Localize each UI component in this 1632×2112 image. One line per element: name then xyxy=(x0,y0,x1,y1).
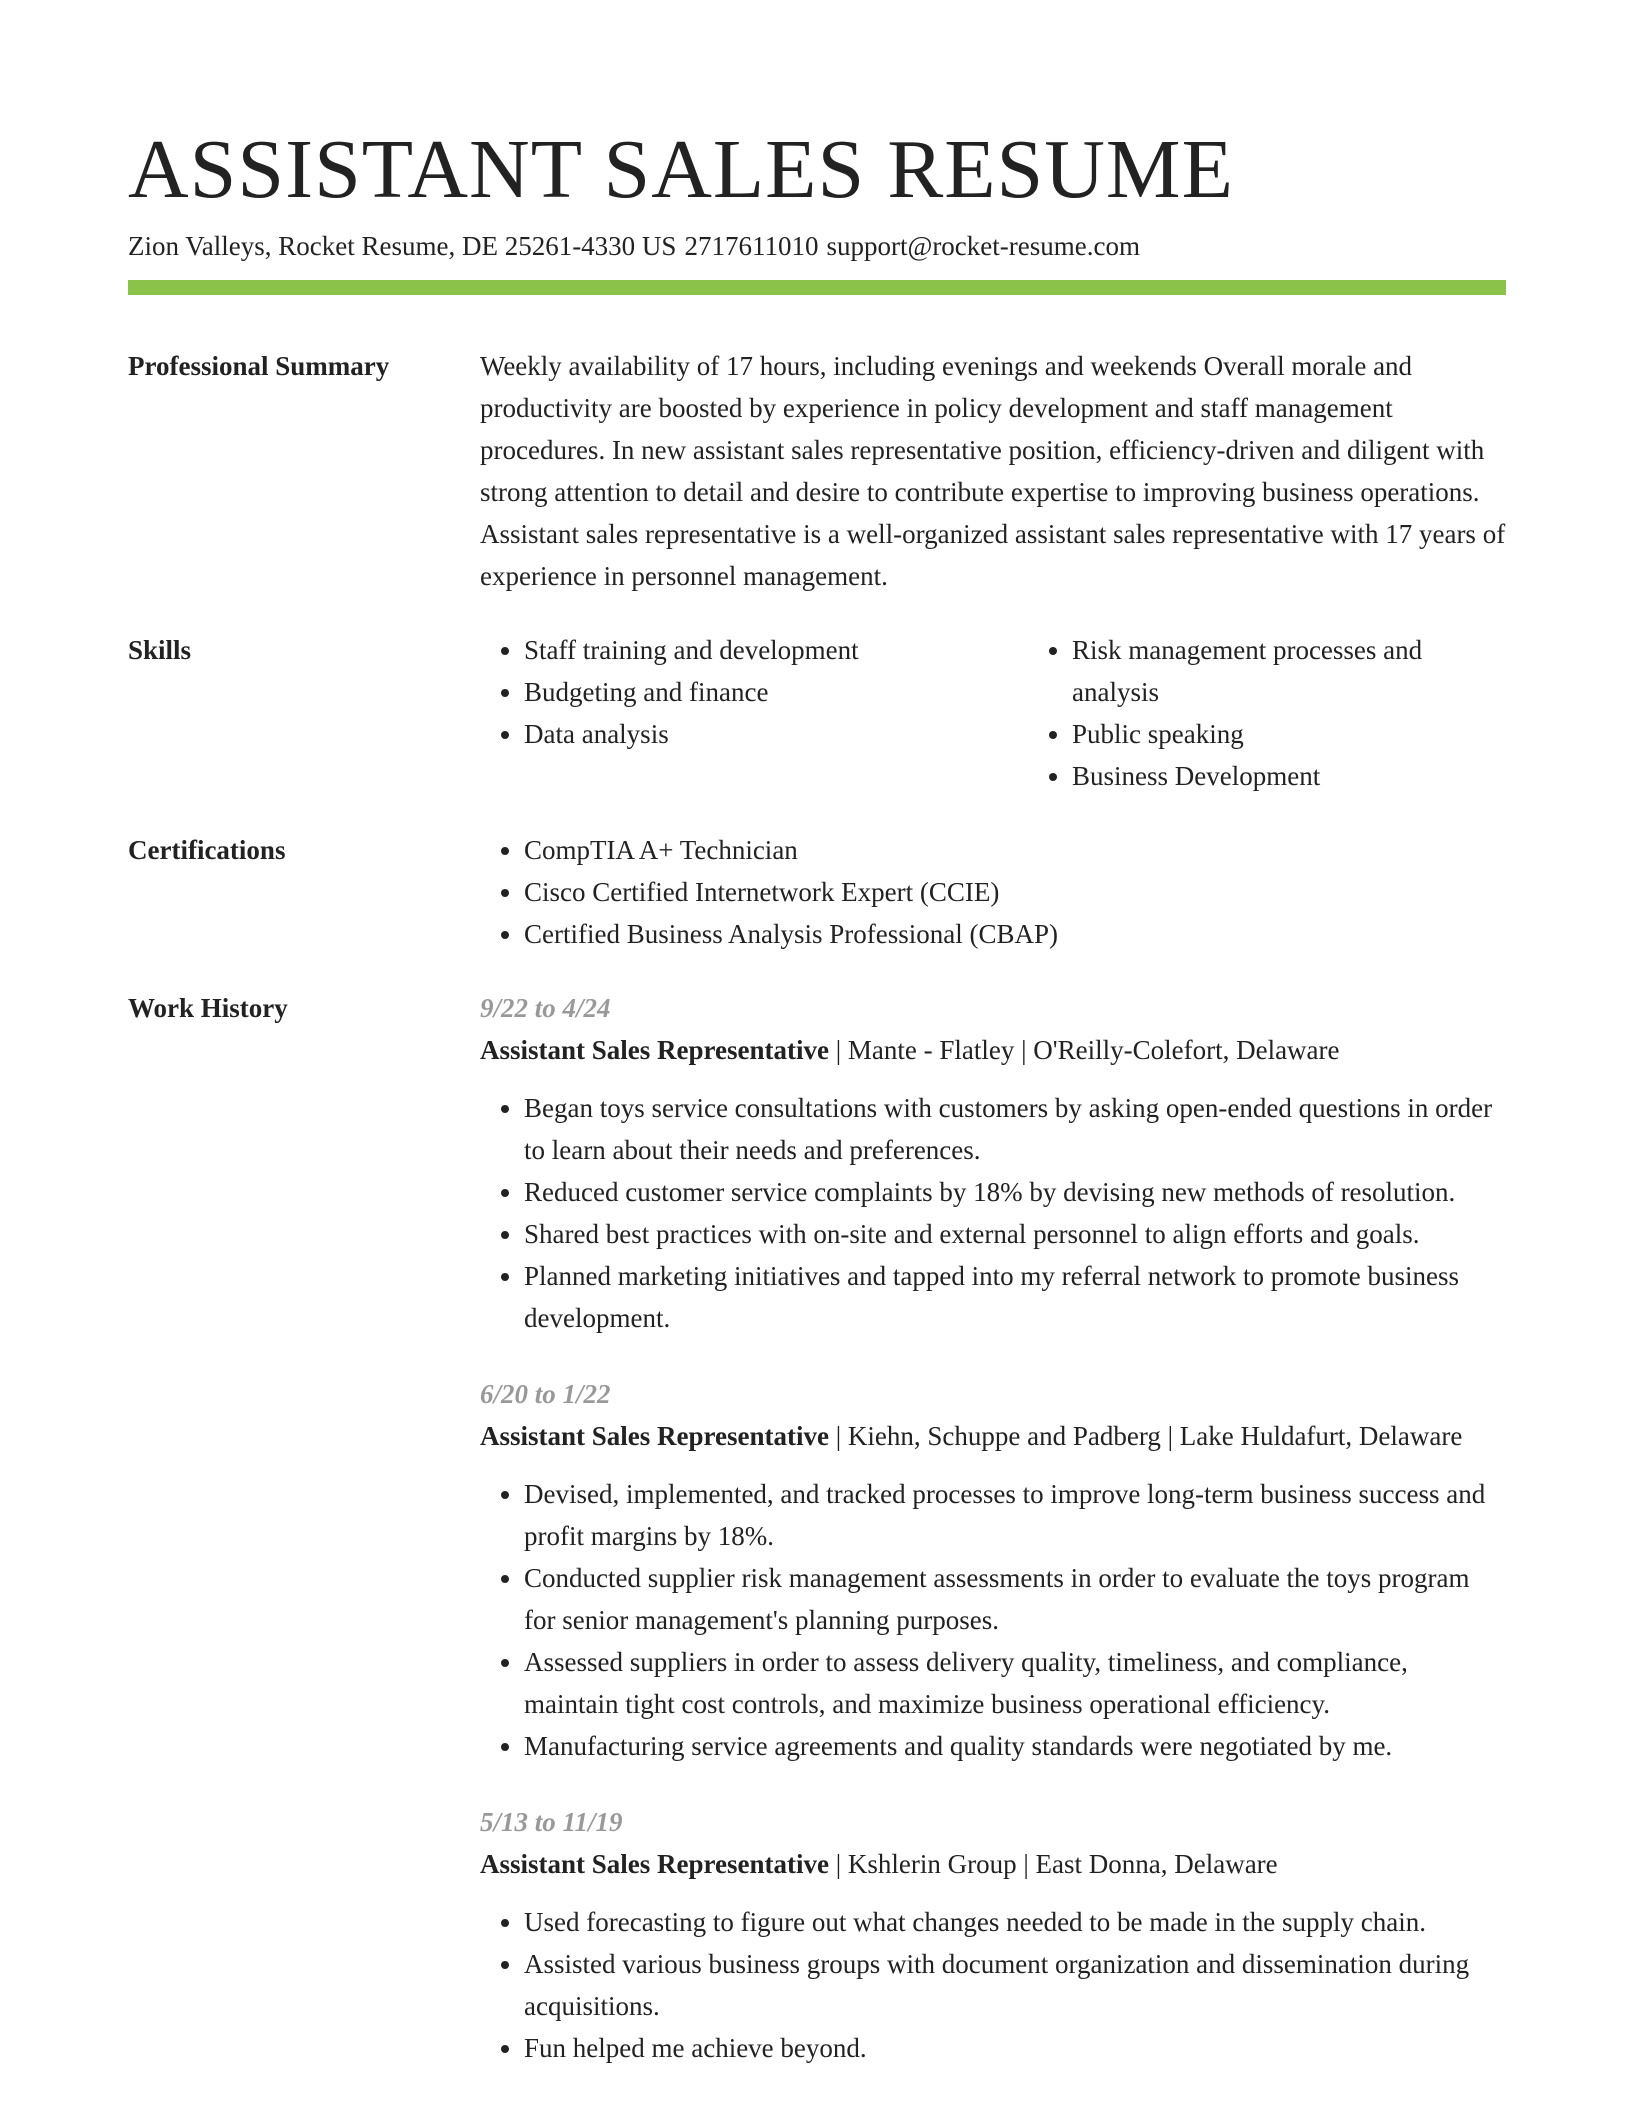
job-bullet: • Manufacturing service agreements and quality standards were negotiated by me. xyxy=(524,1725,1506,1767)
job-company-location: | Mante - Flatley | O'Reilly-Colefort, Delaware xyxy=(828,1035,1340,1065)
work-history-heading: Work History xyxy=(128,993,288,1023)
skill-item: • Data analysis xyxy=(524,713,1028,755)
skill-item: • Staff training and development xyxy=(524,629,1028,671)
job-bullets xyxy=(480,1087,1506,1339)
job-bullet: • Began toys service consultations with customers by asking open-ended questions in order to learn about their needs and preferences. xyxy=(524,1087,1506,1171)
accent-divider xyxy=(128,280,1506,295)
resume-page xyxy=(128,120,1506,2069)
resume-title: ASSISTANT SALES RESUME xyxy=(128,123,1234,216)
contact-phone: 2717611010 xyxy=(684,231,819,261)
job-bullet: • Assessed suppliers in order to assess delivery quality, timeliness, and compliance, maintain tight cost controls, and maximize business operational efficiency. xyxy=(524,1641,1506,1725)
job-company-location: | Kshlerin Group | East Donna, Delaware xyxy=(828,1849,1278,1879)
summary-section xyxy=(128,345,1506,597)
contact-address: Zion Valleys, Rocket Resume, DE 25261-4330 US xyxy=(128,231,677,261)
job-role: Assistant Sales Representative xyxy=(480,1421,829,1451)
skills-heading: Skills xyxy=(128,635,192,665)
job-title-line xyxy=(480,1843,1506,1885)
summary-heading: Professional Summary xyxy=(128,351,390,381)
skills-section xyxy=(128,629,1506,797)
job-entry xyxy=(480,1801,1506,2069)
work-history-body xyxy=(480,987,1506,2069)
job-bullet: • Planned marketing initiatives and tapped into my referral network to promote business development. xyxy=(524,1255,1506,1339)
job-bullet: • Conducted supplier risk management assessments in order to evaluate the toys program for senior management's planning purposes. xyxy=(524,1557,1506,1641)
skills-grid xyxy=(480,629,1506,797)
job-bullets xyxy=(480,1901,1506,2069)
work-history-section xyxy=(128,987,1506,2069)
certification-item: • Certified Business Analysis Professional (CBAP) xyxy=(524,913,1506,955)
job-bullet: • Devised, implemented, and tracked processes to improve long-term business success and profit margins by 18%. xyxy=(524,1473,1506,1557)
certifications-heading: Certifications xyxy=(128,835,286,865)
job-title-line xyxy=(480,1415,1506,1457)
skills-list-left xyxy=(480,629,1028,797)
certification-item: • CompTIA A+ Technician xyxy=(524,829,1506,871)
job-entry xyxy=(480,987,1506,1339)
skill-item: • Risk management processes and analysis xyxy=(1072,629,1506,713)
skills-list-right xyxy=(1028,629,1506,797)
job-dates: 5/13 to 11/19 xyxy=(480,1807,623,1837)
job-entry xyxy=(480,1373,1506,1767)
certifications-body xyxy=(480,829,1506,955)
job-bullet: • Shared best practices with on-site and external personnel to align efforts and goals. xyxy=(524,1213,1506,1255)
job-bullet: • Reduced customer service complaints by 18% by devising new methods of resolution. xyxy=(524,1171,1506,1213)
job-role: Assistant Sales Representative xyxy=(480,1035,829,1065)
job-role: Assistant Sales Representative xyxy=(480,1849,829,1879)
job-bullet: • Fun helped me achieve beyond. xyxy=(524,2027,1506,2069)
skill-item: • Budgeting and finance xyxy=(524,671,1028,713)
contact-line xyxy=(128,226,1506,266)
certification-item: • Cisco Certified Internetwork Expert (CCIE) xyxy=(524,871,1506,913)
job-dates: 9/22 to 4/24 xyxy=(480,993,611,1023)
summary-text: Weekly availability of 17 hours, including evenings and weekends Overall morale and productivity are boosted by experience in policy development and staff management procedures. In new assistant sales representative position, efficiency-driven and diligent with strong attention to detail and desire to contribute expertise to improving business operations. Assistant sales representative is a well-organized assistant sales representative with 17 years of experience in personnel management. xyxy=(480,351,1506,591)
job-bullets xyxy=(480,1473,1506,1767)
skill-item: • Business Development xyxy=(1072,755,1506,797)
certifications-list xyxy=(480,829,1506,955)
skill-item: • Public speaking xyxy=(1072,713,1506,755)
job-bullet: • Assisted various business groups with document organization and dissemination during acquisitions. xyxy=(524,1943,1506,2027)
job-dates: 6/20 to 1/22 xyxy=(480,1379,611,1409)
job-title-line xyxy=(480,1029,1506,1071)
contact-email: support@rocket-resume.com xyxy=(826,231,1140,261)
job-company-location: | Kiehn, Schuppe and Padberg | Lake Huldafurt, Delaware xyxy=(828,1421,1463,1451)
certifications-section xyxy=(128,829,1506,955)
job-bullet: • Used forecasting to figure out what changes needed to be made in the supply chain. xyxy=(524,1901,1506,1943)
